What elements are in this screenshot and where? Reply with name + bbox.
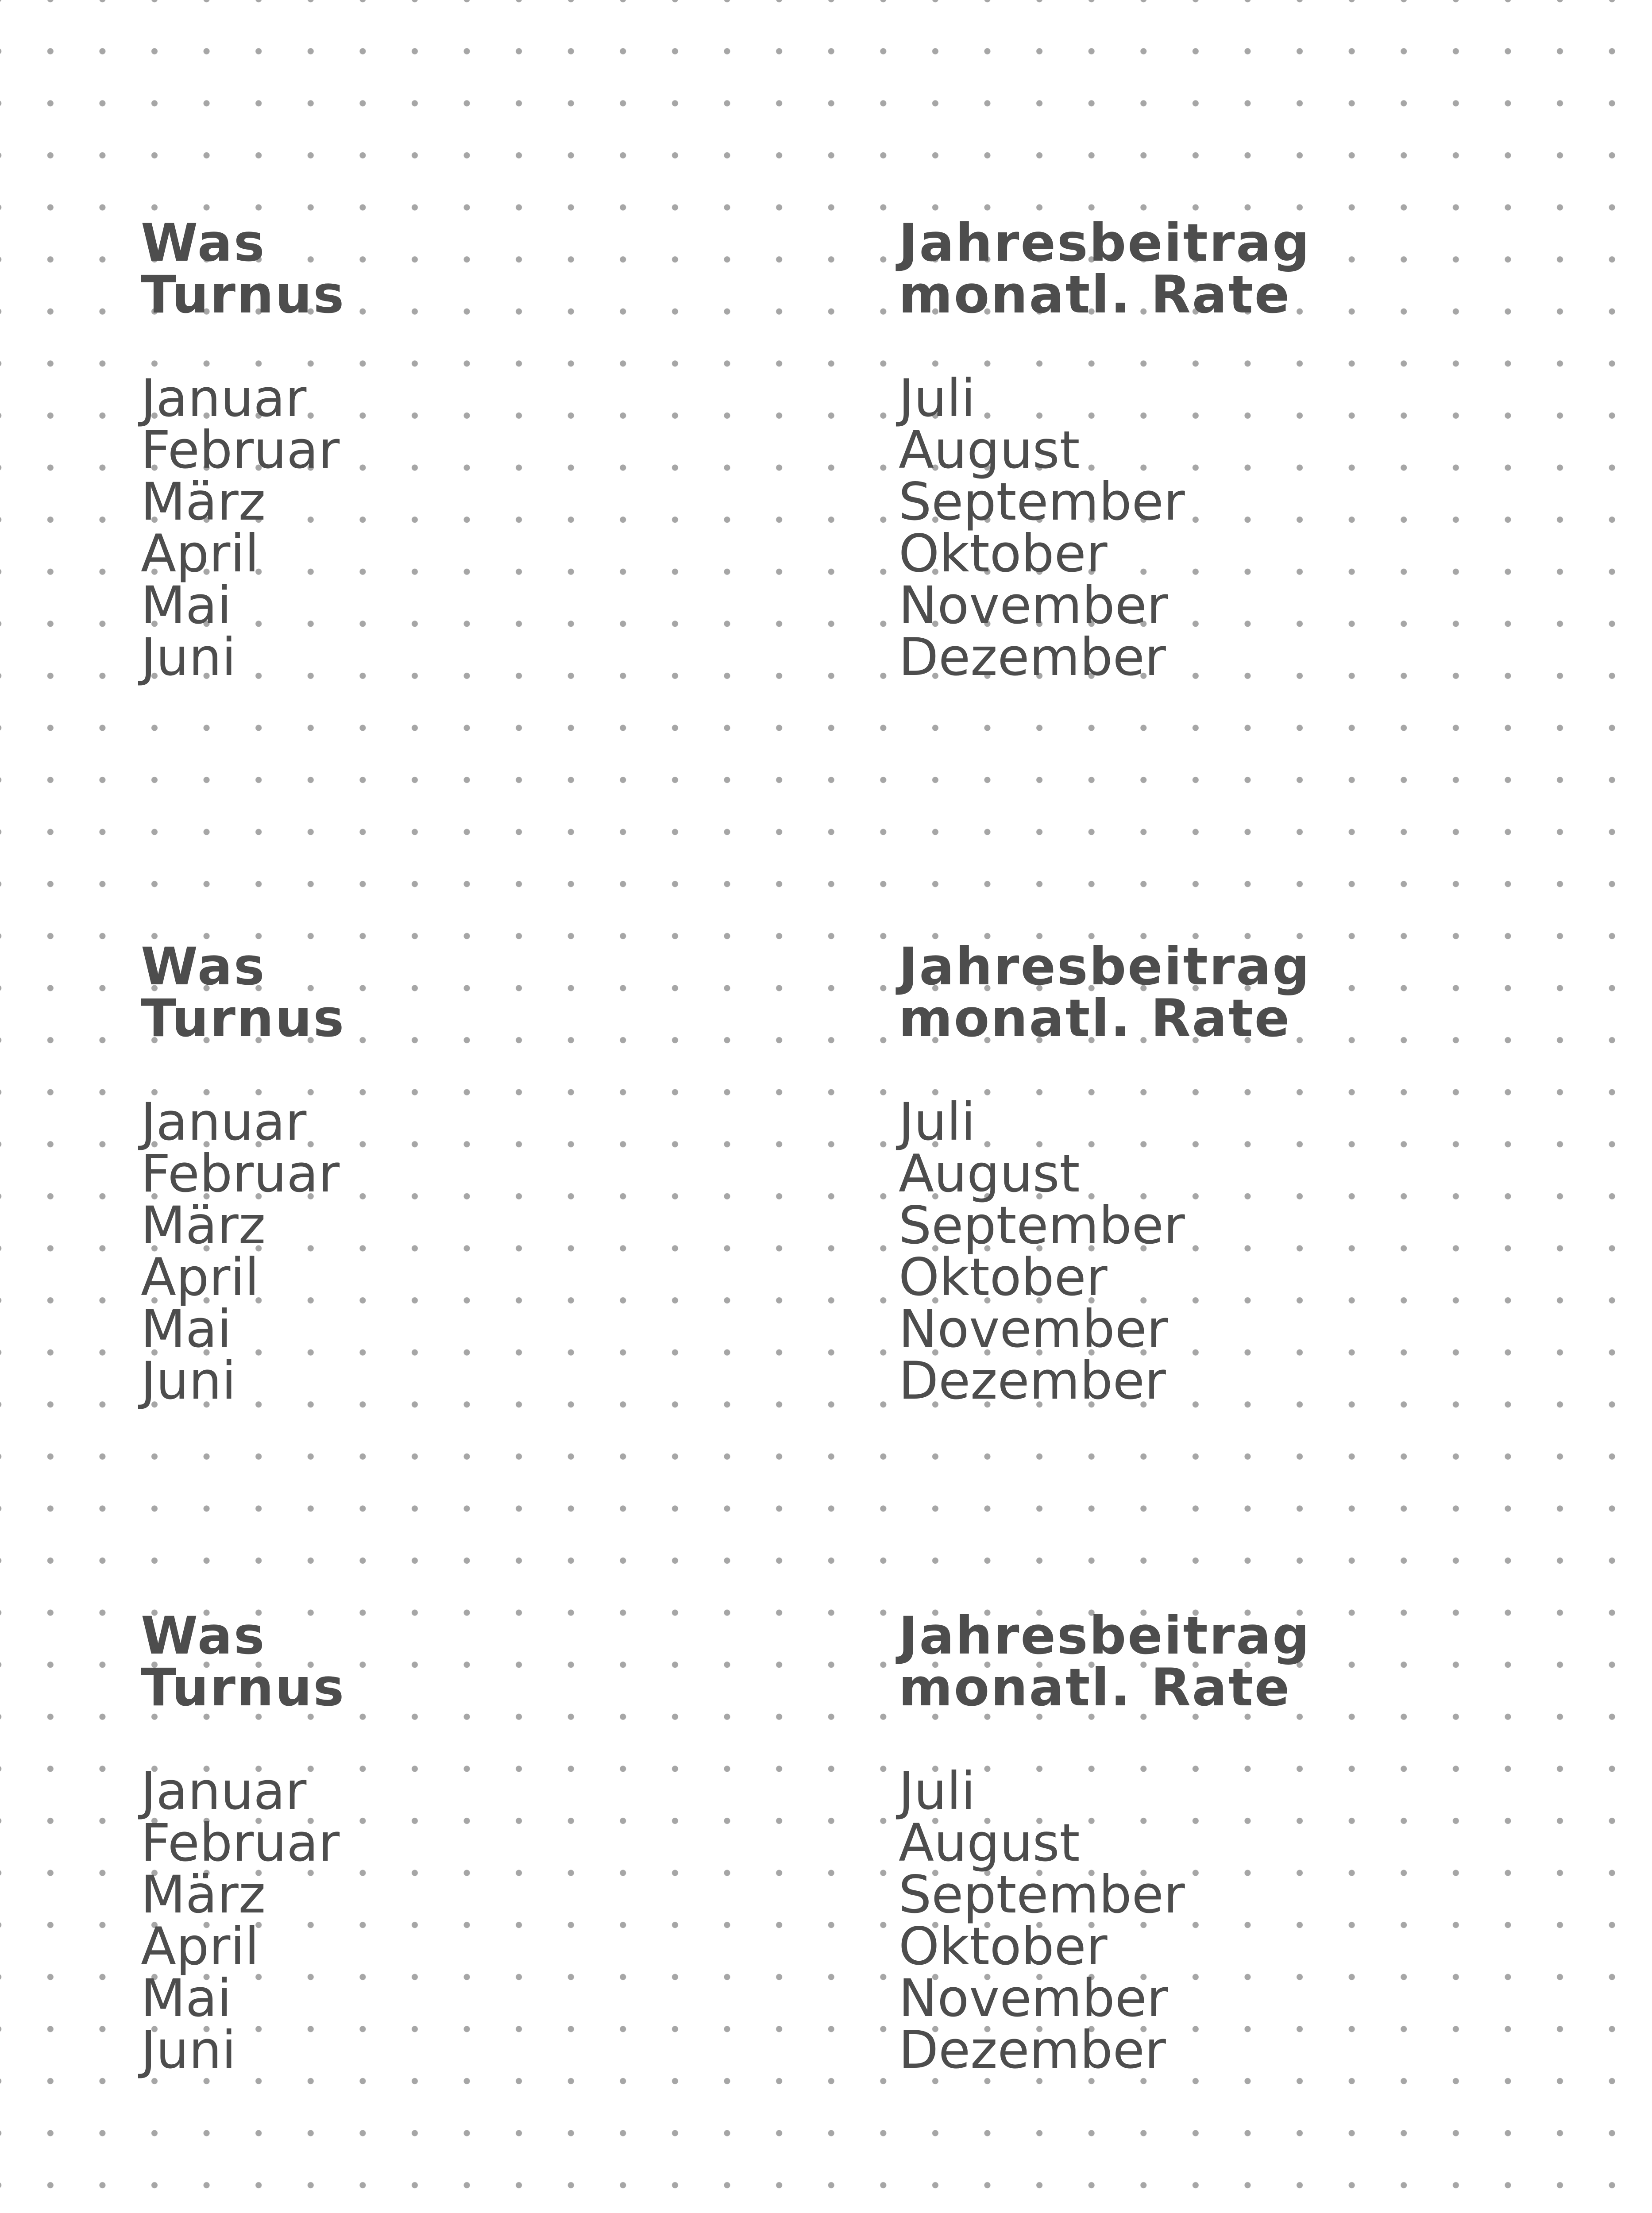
heading-was: Was (141, 936, 266, 997)
right-column (899, 1605, 1311, 2080)
month-september: September (899, 1864, 1185, 1925)
month-list-first-half (141, 1761, 345, 2080)
month-dezember: Dezember (899, 627, 1166, 687)
heading-was: Was (141, 212, 266, 273)
month-list-first-half (141, 368, 345, 687)
month-november: November (899, 1299, 1168, 1359)
month-juli: Juli (899, 1761, 976, 1821)
month-maerz: März (141, 1864, 266, 1925)
month-september: September (899, 471, 1185, 532)
month-august: August (899, 1812, 1080, 1873)
heading-turnus: Turnus (141, 264, 346, 325)
month-november: November (899, 575, 1168, 636)
right-column (899, 936, 1311, 1411)
entry-block-3 (0, 1605, 1652, 2097)
month-januar: Januar (141, 1761, 307, 1821)
month-mai: Mai (141, 575, 232, 636)
month-juni: Juni (141, 2020, 236, 2080)
month-april: April (141, 1247, 259, 1307)
heading-turnus: Turnus (141, 988, 346, 1049)
entry-block-2 (0, 936, 1652, 1427)
month-januar: Januar (141, 1091, 307, 1152)
left-column (141, 212, 346, 687)
heading-jahresbeitrag: Jahresbeitrag (899, 212, 1311, 273)
month-dezember: Dezember (899, 2020, 1166, 2080)
month-mai: Mai (141, 1299, 232, 1359)
month-oktober: Oktober (899, 1916, 1108, 1977)
month-oktober: Oktober (899, 523, 1108, 584)
heading-turnus: Turnus (141, 1657, 346, 1718)
month-list-second-half (899, 368, 1311, 687)
month-november: November (899, 1968, 1168, 2028)
month-februar: Februar (141, 420, 340, 480)
month-maerz: März (141, 471, 266, 532)
month-juni: Juni (141, 627, 236, 687)
entry-block-1 (0, 212, 1652, 704)
month-dezember: Dezember (899, 1350, 1166, 1411)
month-februar: Februar (141, 1812, 340, 1873)
month-april: April (141, 1916, 259, 1977)
month-maerz: März (141, 1195, 266, 1256)
left-column (141, 936, 346, 1411)
month-april: April (141, 523, 259, 584)
left-column (141, 1605, 346, 2080)
month-list-second-half (899, 1091, 1311, 1411)
heading-was: Was (141, 1605, 266, 1666)
month-september: September (899, 1195, 1185, 1256)
heading-monatl-rate: monatl. Rate (899, 264, 1291, 325)
heading-jahresbeitrag: Jahresbeitrag (899, 936, 1311, 997)
right-column (899, 212, 1311, 687)
month-oktober: Oktober (899, 1247, 1108, 1307)
heading-monatl-rate: monatl. Rate (899, 1657, 1291, 1718)
month-januar: Januar (141, 368, 307, 428)
month-list-second-half (899, 1761, 1311, 2080)
heading-monatl-rate: monatl. Rate (899, 988, 1291, 1049)
month-mai: Mai (141, 1968, 232, 2028)
heading-jahresbeitrag: Jahresbeitrag (899, 1605, 1311, 1666)
month-august: August (899, 420, 1080, 480)
month-juli: Juli (899, 368, 976, 428)
month-juli: Juli (899, 1091, 976, 1152)
month-juni: Juni (141, 1350, 236, 1411)
month-februar: Februar (141, 1143, 340, 1204)
month-list-first-half (141, 1091, 345, 1411)
month-august: August (899, 1143, 1080, 1204)
